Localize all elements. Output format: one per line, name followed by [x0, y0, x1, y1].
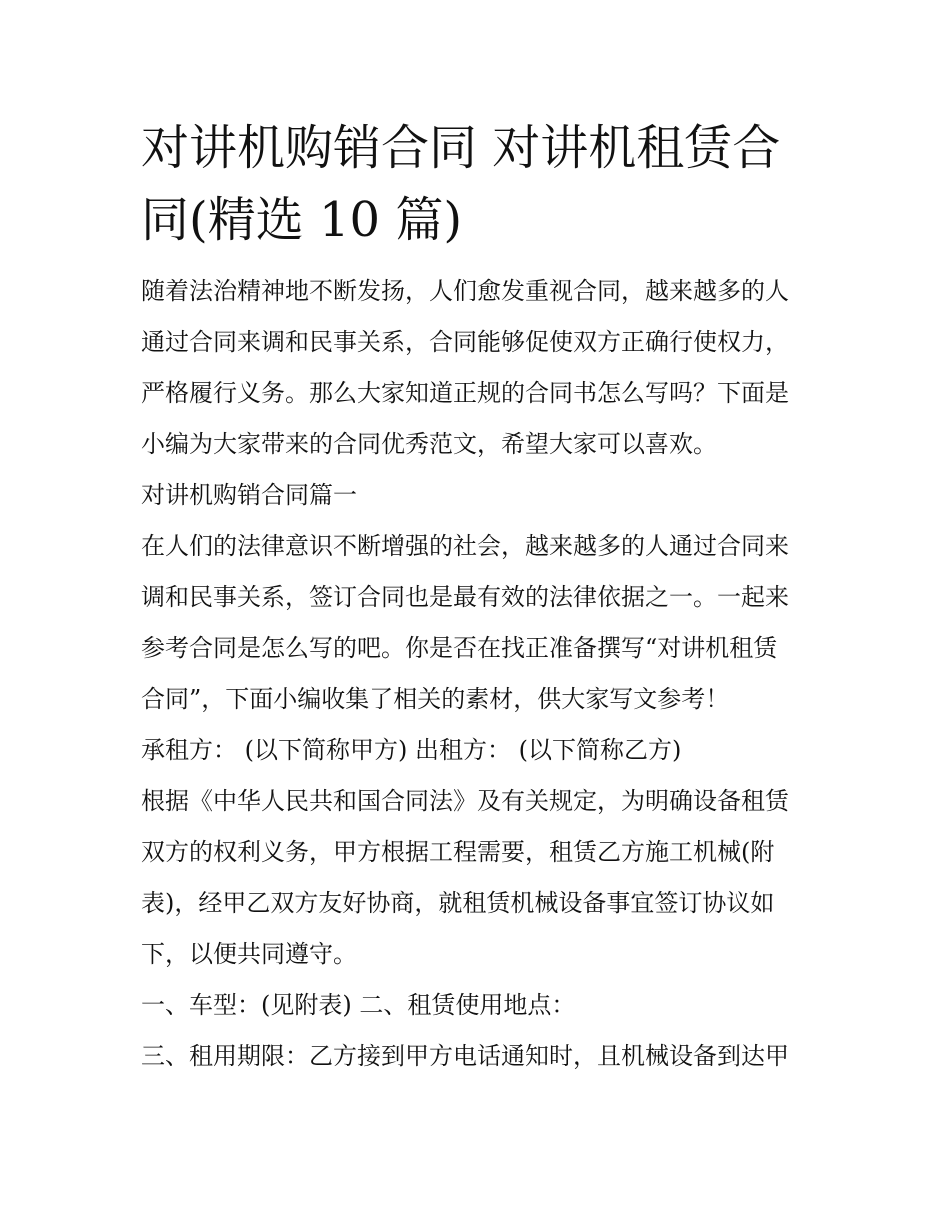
body-line: 根据《中华人民共和国合同法》及有关规定，为明确设备租赁: [141, 787, 789, 815]
clause-line: 一、车型：(见附表) 二、租赁使用地点：: [141, 991, 576, 1019]
clause-line: 三、租用期限：乙方接到甲方电话通知时，且机械设备到达甲: [141, 1042, 789, 1070]
document-page: [141, 112, 821, 1082]
body-line: 合同”，下面小编收集了相关的素材，供大家写文参考！: [141, 685, 730, 713]
body-line: 在人们的法律意识不断增强的社会，越来越多的人通过合同来: [141, 532, 789, 560]
document-title: [141, 112, 821, 256]
body-line: 下，以便共同遵守。: [141, 940, 357, 968]
body-line: 随着法治精神地不断发扬，人们愈发重视合同，越来越多的人: [141, 277, 789, 305]
body-line: 小编为大家带来的合同优秀范文，希望大家可以喜欢。: [141, 430, 717, 458]
title-line-2: 同(精选 10 篇): [141, 192, 463, 248]
body-line: 表)，经甲乙双方友好协商，就租赁机械设备事宜签订协议如: [141, 889, 775, 917]
parties-line: 承租方： (以下简称甲方) 出租方： (以下简称乙方): [141, 736, 682, 764]
body-line: 严格履行义务。那么大家知道正规的合同书怎么写吗？下面是: [141, 379, 789, 407]
section-heading: 对讲机购销合同篇一: [141, 481, 357, 509]
body-line: 调和民事关系，签订合同也是最有效的法律依据之一。一起来: [141, 583, 789, 611]
body-line: 参考合同是怎么写的吧。你是否在找正准备撰写“对讲机租赁: [141, 634, 778, 662]
body-line: 双方的权利义务，甲方根据工程需要，租赁乙方施工机械(附: [141, 838, 775, 866]
document-body: [141, 266, 821, 1082]
body-line: 通过合同来调和民事关系，合同能够促使双方正确行使权力，: [141, 328, 789, 356]
title-line-1: 对讲机购销合同 对讲机租赁合: [141, 120, 781, 176]
